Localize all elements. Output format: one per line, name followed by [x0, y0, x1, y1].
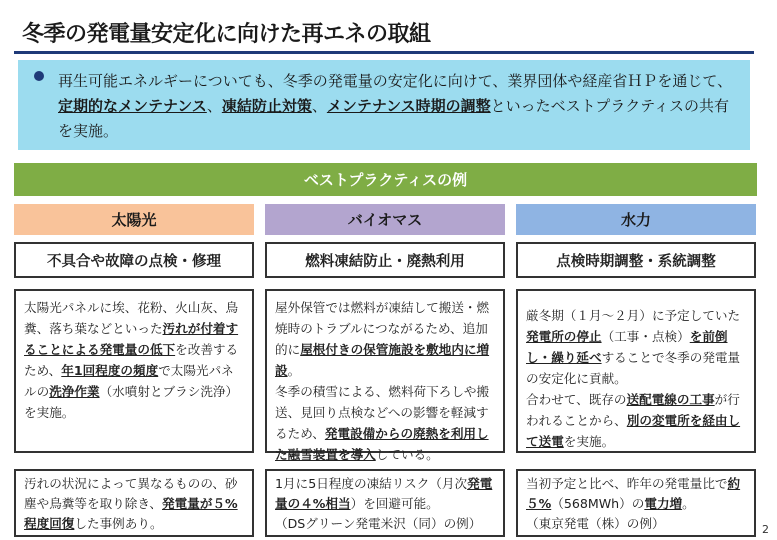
page-number: 2 — [762, 523, 769, 536]
foot-text: （568MWh）の — [551, 496, 645, 511]
hydro-label: 水力 — [516, 204, 756, 235]
foot-highlight: 発電量の４%相当 — [275, 476, 493, 511]
best-practice-header: ベストプラクティスの例 — [14, 163, 757, 196]
biomass-footnote — [265, 469, 505, 537]
biomass-body — [265, 289, 505, 462]
biomass-label: バイオマス — [265, 204, 505, 235]
body-text: （工事・点検） — [601, 329, 690, 344]
summary-text-end: といったベストプラクティスの共有を実施。 — [58, 97, 730, 140]
body-text: を実施。 — [563, 434, 615, 449]
body-highlight: 別の変電所を経由して送電 — [526, 413, 741, 449]
hydro-body — [516, 289, 756, 453]
body-text: 屋外保管では燃料が凍結して搬送・燃焼時のトラブルにつながるため、追加的に — [275, 300, 490, 357]
foot-text: 1月に5日程度の凍結リスク（月次 — [275, 476, 468, 491]
body-text: が行われることから、 — [526, 392, 740, 428]
solar-footnote — [14, 469, 254, 537]
body-highlight: 発電設備からの廃熱を利用した融雪装置を導入 — [275, 426, 489, 462]
solar-label: 太陽光 — [14, 204, 254, 235]
foot-text: ）を回避可能。 — [350, 496, 439, 511]
foot-highlight: 発電量が５%程度回復 — [24, 496, 238, 531]
bullet-icon — [34, 71, 44, 81]
body-text: （水噴射とブラシ洗浄）を実施。 — [24, 384, 239, 420]
page-title: 冬季の発電量安定化に向けた再エネの取組 — [22, 22, 431, 47]
body-text: で太陽光パネルの — [24, 363, 234, 399]
body-text: 太陽光パネルに埃、花粉、火山灰、鳥糞、落ち葉などといった — [24, 300, 239, 336]
foot-text: （DSグリーン発電米沢（同）の例） — [275, 516, 482, 531]
body-text: 厳冬期（１月～２月）に予定していた — [526, 308, 741, 323]
summary-highlight-antifreeze: 凍結防止対策 — [221, 97, 312, 115]
body-text: することで冬季の発電量の安定化に貢献。 — [526, 350, 741, 386]
body-highlight: 送配電線の工事 — [626, 392, 715, 407]
summary-separator: 、 — [311, 97, 327, 115]
body-highlight: 年1回程度の頻度 — [61, 363, 159, 378]
summary-highlight-schedule: メンテナンス時期の調整 — [326, 97, 491, 115]
summary-text: 再生可能エネルギーについても、冬季の発電量の安定化に向けて、業界団体や経産省ＨＰを通じて、 — [58, 72, 733, 90]
foot-text: 当初予定と比べ、昨年の発電量比で — [526, 476, 728, 491]
body-text: 冬季の積雪による、燃料荷下ろしや搬送、見回り点検などへの影響を軽減するため、 — [275, 384, 490, 441]
foot-highlight: 約５% — [526, 476, 741, 511]
foot-text: した事例あり。 — [74, 516, 163, 531]
body-text: を改善するため、 — [24, 342, 239, 378]
body-highlight: 屋根付きの保管施設を敷地内に増設 — [275, 342, 490, 378]
body-highlight: 洗浄作業 — [49, 384, 100, 399]
hydro-footnote — [516, 469, 756, 537]
foot-text: 。 — [682, 496, 695, 511]
title-divider — [14, 51, 754, 54]
foot-text: （東京発電（株）の例） — [526, 516, 665, 531]
summary-box — [18, 60, 750, 150]
hydro-subtitle: 点検時期調整・系統調整 — [516, 242, 756, 278]
body-highlight: を前倒し・繰り延べ — [526, 329, 728, 365]
body-text: 。 — [287, 363, 301, 378]
body-highlight: 発電所の停止 — [526, 329, 602, 344]
biomass-subtitle: 燃料凍結防止・廃熱利用 — [265, 242, 505, 278]
solar-subtitle: 不具合や故障の点検・修理 — [14, 242, 254, 278]
summary-separator: 、 — [206, 97, 222, 115]
summary-highlight-maintenance: 定期的なメンテナンス — [58, 97, 207, 115]
body-text: している。 — [375, 447, 439, 462]
foot-highlight: 電力増 — [644, 496, 683, 511]
body-highlight: 汚れが付着することによる発電量の低下 — [24, 321, 239, 357]
foot-text: 汚れの状況によって異なるものの、砂塵や鳥糞等を取り除き、 — [24, 476, 238, 511]
body-text: 合わせて、既存の — [526, 392, 627, 407]
solar-body — [14, 289, 254, 453]
